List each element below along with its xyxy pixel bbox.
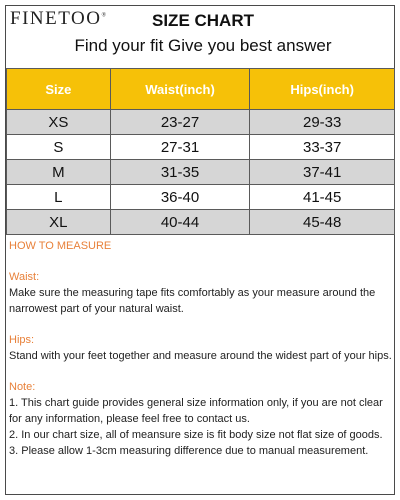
hips-cell: 37-41 bbox=[250, 160, 395, 185]
page-title: SIZE CHART bbox=[152, 11, 254, 30]
waist-heading: Waist: bbox=[9, 271, 40, 283]
header bbox=[6, 6, 396, 64]
brand-name: FINETOO bbox=[10, 8, 102, 29]
size-cell: M bbox=[7, 160, 111, 185]
hips-text: Stand with your feet together and measure around the widest part of your hips. bbox=[9, 350, 392, 362]
hips-cell: 45-48 bbox=[250, 210, 395, 235]
hips-cell: 29-33 bbox=[250, 110, 395, 135]
column-header-size: Size bbox=[7, 69, 111, 110]
waist-cell: 27-31 bbox=[110, 135, 250, 160]
column-header-waist: Waist(inch) bbox=[110, 69, 250, 110]
table-row bbox=[7, 210, 395, 235]
hips-heading: Hips: bbox=[9, 334, 35, 346]
waist-cell: 31-35 bbox=[110, 160, 250, 185]
table-row bbox=[7, 160, 395, 185]
waist-cell: 40-44 bbox=[110, 210, 250, 235]
hips-instructions bbox=[9, 332, 393, 364]
note-item: 3. Please allow 1-3cm measuring difference due to manual measurement. bbox=[9, 445, 369, 457]
waist-cell: 36-40 bbox=[110, 185, 250, 210]
how-to-measure-section bbox=[9, 238, 393, 474]
table-row bbox=[7, 135, 395, 160]
hips-cell: 41-45 bbox=[250, 185, 395, 210]
size-chart-card bbox=[5, 5, 395, 495]
size-cell: S bbox=[7, 135, 111, 160]
column-header-hips: Hips(inch) bbox=[250, 69, 395, 110]
note-item: 2. In our chart size, all of meansure size is fit body size not flat size of goods. bbox=[9, 429, 383, 441]
hips-cell: 33-37 bbox=[250, 135, 395, 160]
table-header-row bbox=[7, 69, 395, 110]
size-cell: XS bbox=[7, 110, 111, 135]
how-to-measure-heading: HOW TO MEASURE bbox=[9, 240, 112, 252]
waist-cell: 23-27 bbox=[110, 110, 250, 135]
table-row bbox=[7, 110, 395, 135]
waist-text: Make sure the measuring tape fits comfortably as your measure around the narrowest part of your natural waist. bbox=[9, 287, 376, 315]
page-subtitle: Find your fit Give you best answer bbox=[74, 36, 332, 55]
waist-instructions bbox=[9, 269, 393, 317]
size-table bbox=[6, 68, 395, 235]
registered-mark: ® bbox=[101, 12, 106, 19]
size-cell: L bbox=[7, 185, 111, 210]
notes bbox=[9, 379, 393, 459]
note-heading: Note: bbox=[9, 381, 36, 393]
size-cell: XL bbox=[7, 210, 111, 235]
table-row bbox=[7, 185, 395, 210]
note-item: 1. This chart guide provides general size information only, if you are not clear for any information, please feel free to contact us. bbox=[9, 397, 383, 425]
